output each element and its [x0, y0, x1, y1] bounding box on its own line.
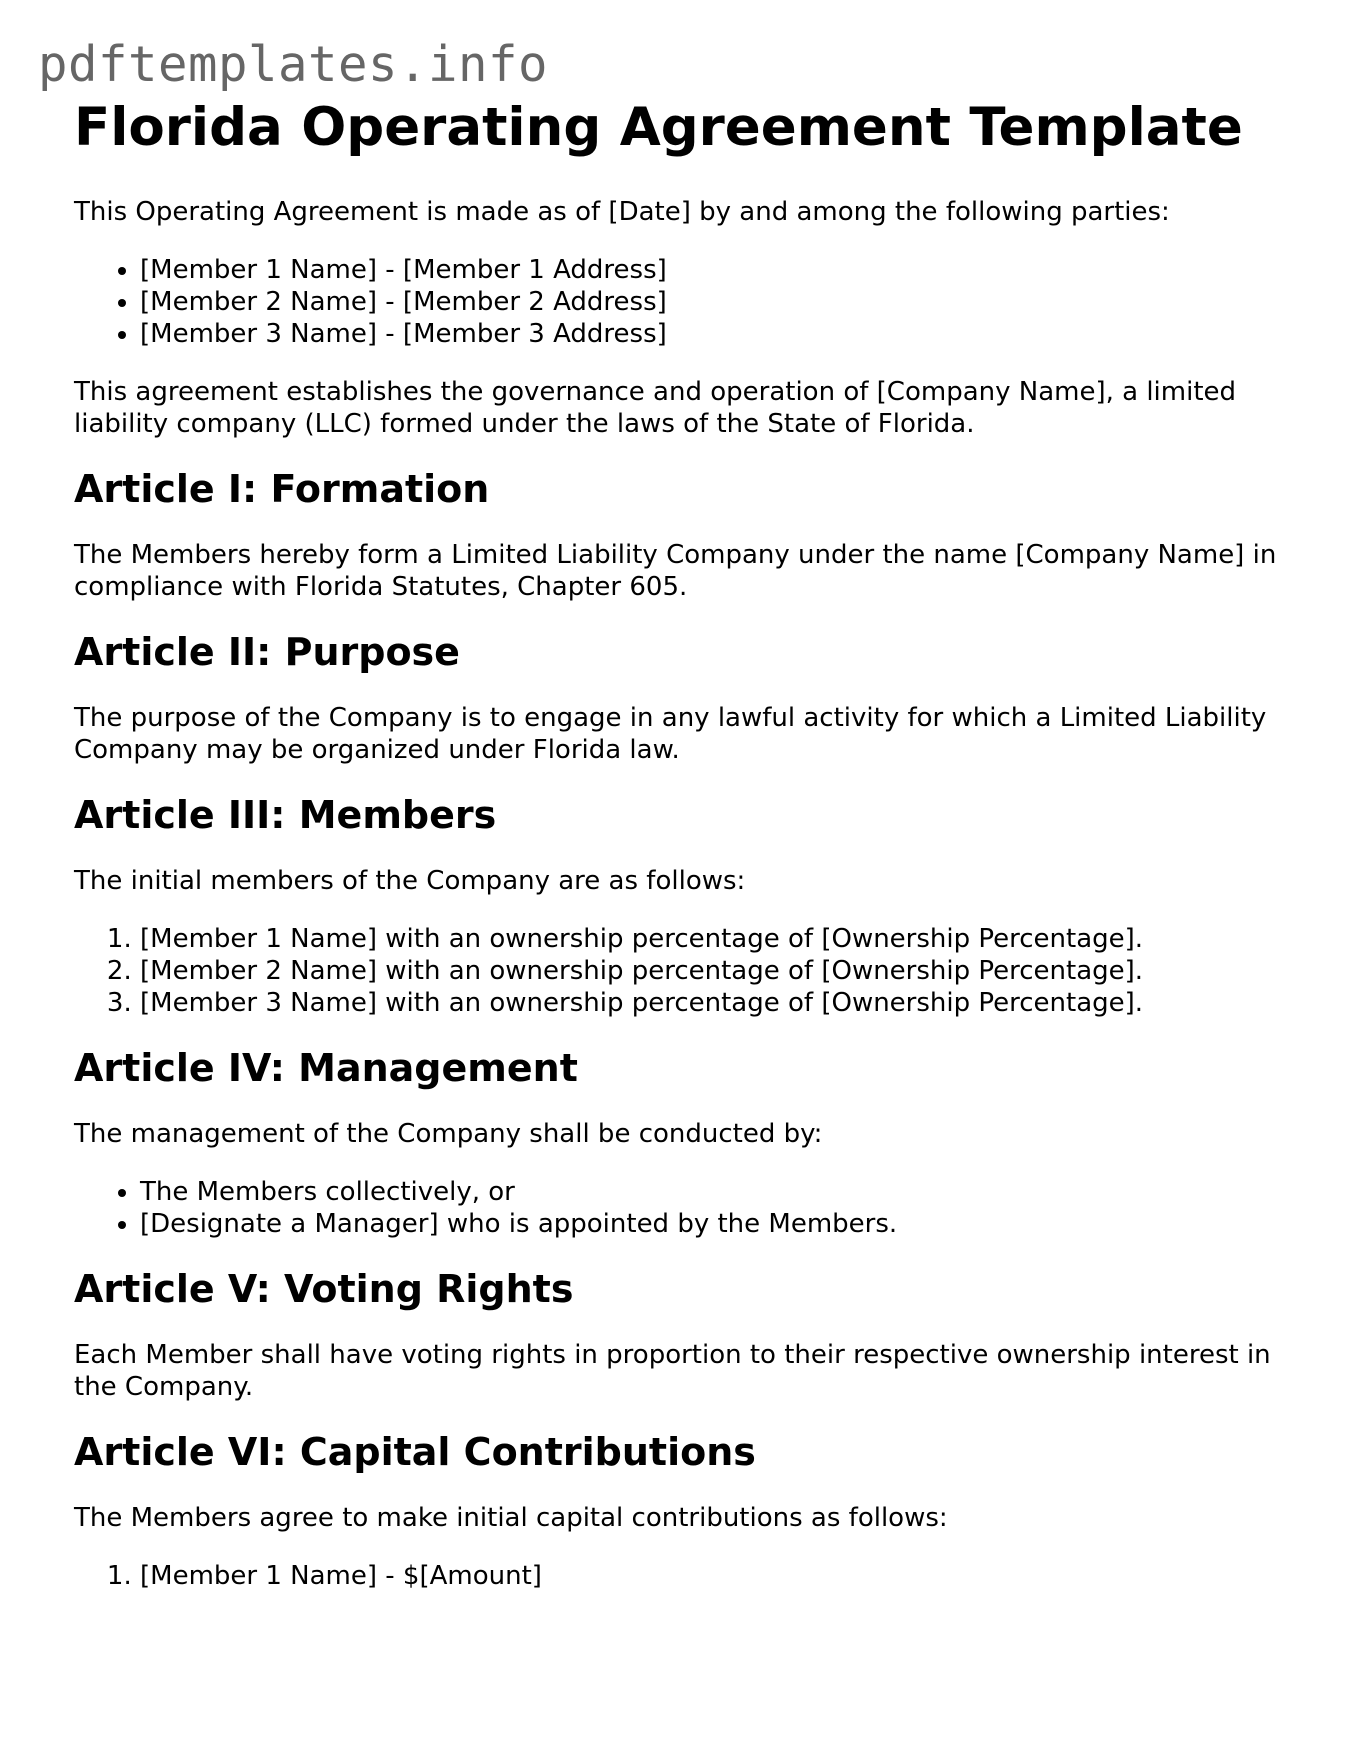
governance-paragraph: This agreement establishes the governance and operation of [Company Name], a limited liability company (LLC) formed under the laws of the State of Florida.	[74, 377, 1237, 439]
article-members	[74, 792, 1294, 1019]
management-item: • The Members collectively, or	[140, 1176, 1294, 1208]
members-list	[74, 923, 1294, 1019]
party-item: • [Member 3 Name] - [Member 3 Address]	[140, 318, 1294, 350]
article-voting	[74, 1266, 1294, 1403]
article-heading: Article V: Voting Rights	[74, 1267, 574, 1311]
document-title: Florida Operating Agreement Template	[74, 97, 1243, 158]
article-management	[74, 1045, 1294, 1240]
article-heading: Article IV: Management	[74, 1046, 578, 1090]
article-heading: Article III: Members	[74, 793, 497, 837]
article-formation	[74, 466, 1294, 603]
intro-paragraph: This Operating Agreement is made as of [Date] by and among the following parties:	[74, 197, 1170, 227]
member-item: 3. [Member 3 Name] with an ownership percentage of [Ownership Percentage].	[140, 987, 1294, 1019]
article-text: The purpose of the Company is to engage in any lawful activity for which a Limited Liability Company may be organized under Florida law.	[74, 703, 1267, 765]
member-item: 2. [Member 2 Name] with an ownership percentage of [Ownership Percentage].	[140, 955, 1294, 987]
article-heading: Article VI: Capital Contributions	[74, 1430, 756, 1474]
article-text: The Members hereby form a Limited Liability Company under the name [Company Name] in compliance with Florida Statutes, Chapter 605.	[74, 540, 1277, 602]
management-item: • [Designate a Manager] who is appointed by the Members.	[140, 1208, 1294, 1240]
management-list	[74, 1176, 1294, 1240]
watermark-text: pdftemplates.info	[38, 36, 549, 93]
parties-list	[74, 254, 1294, 350]
article-text: The management of the Company shall be conducted by:	[74, 1119, 823, 1149]
party-item: • [Member 1 Name] - [Member 1 Address]	[140, 254, 1294, 286]
capital-item: 1. [Member 1 Name] - $[Amount]	[140, 1560, 1294, 1592]
article-text: The Members agree to make initial capital contributions as follows:	[74, 1503, 948, 1533]
document-body	[74, 96, 1294, 1618]
party-item: • [Member 2 Name] - [Member 2 Address]	[140, 286, 1294, 318]
article-heading: Article I: Formation	[74, 467, 490, 511]
article-purpose	[74, 629, 1294, 766]
article-heading: Article II: Purpose	[74, 630, 460, 674]
member-item: 1. [Member 1 Name] with an ownership percentage of [Ownership Percentage].	[140, 923, 1294, 955]
article-text: The initial members of the Company are as follows:	[74, 866, 746, 896]
article-text: Each Member shall have voting rights in proportion to their respective ownership interest in the Company.	[74, 1340, 1271, 1402]
capital-list	[74, 1560, 1294, 1592]
article-capital	[74, 1429, 1294, 1592]
